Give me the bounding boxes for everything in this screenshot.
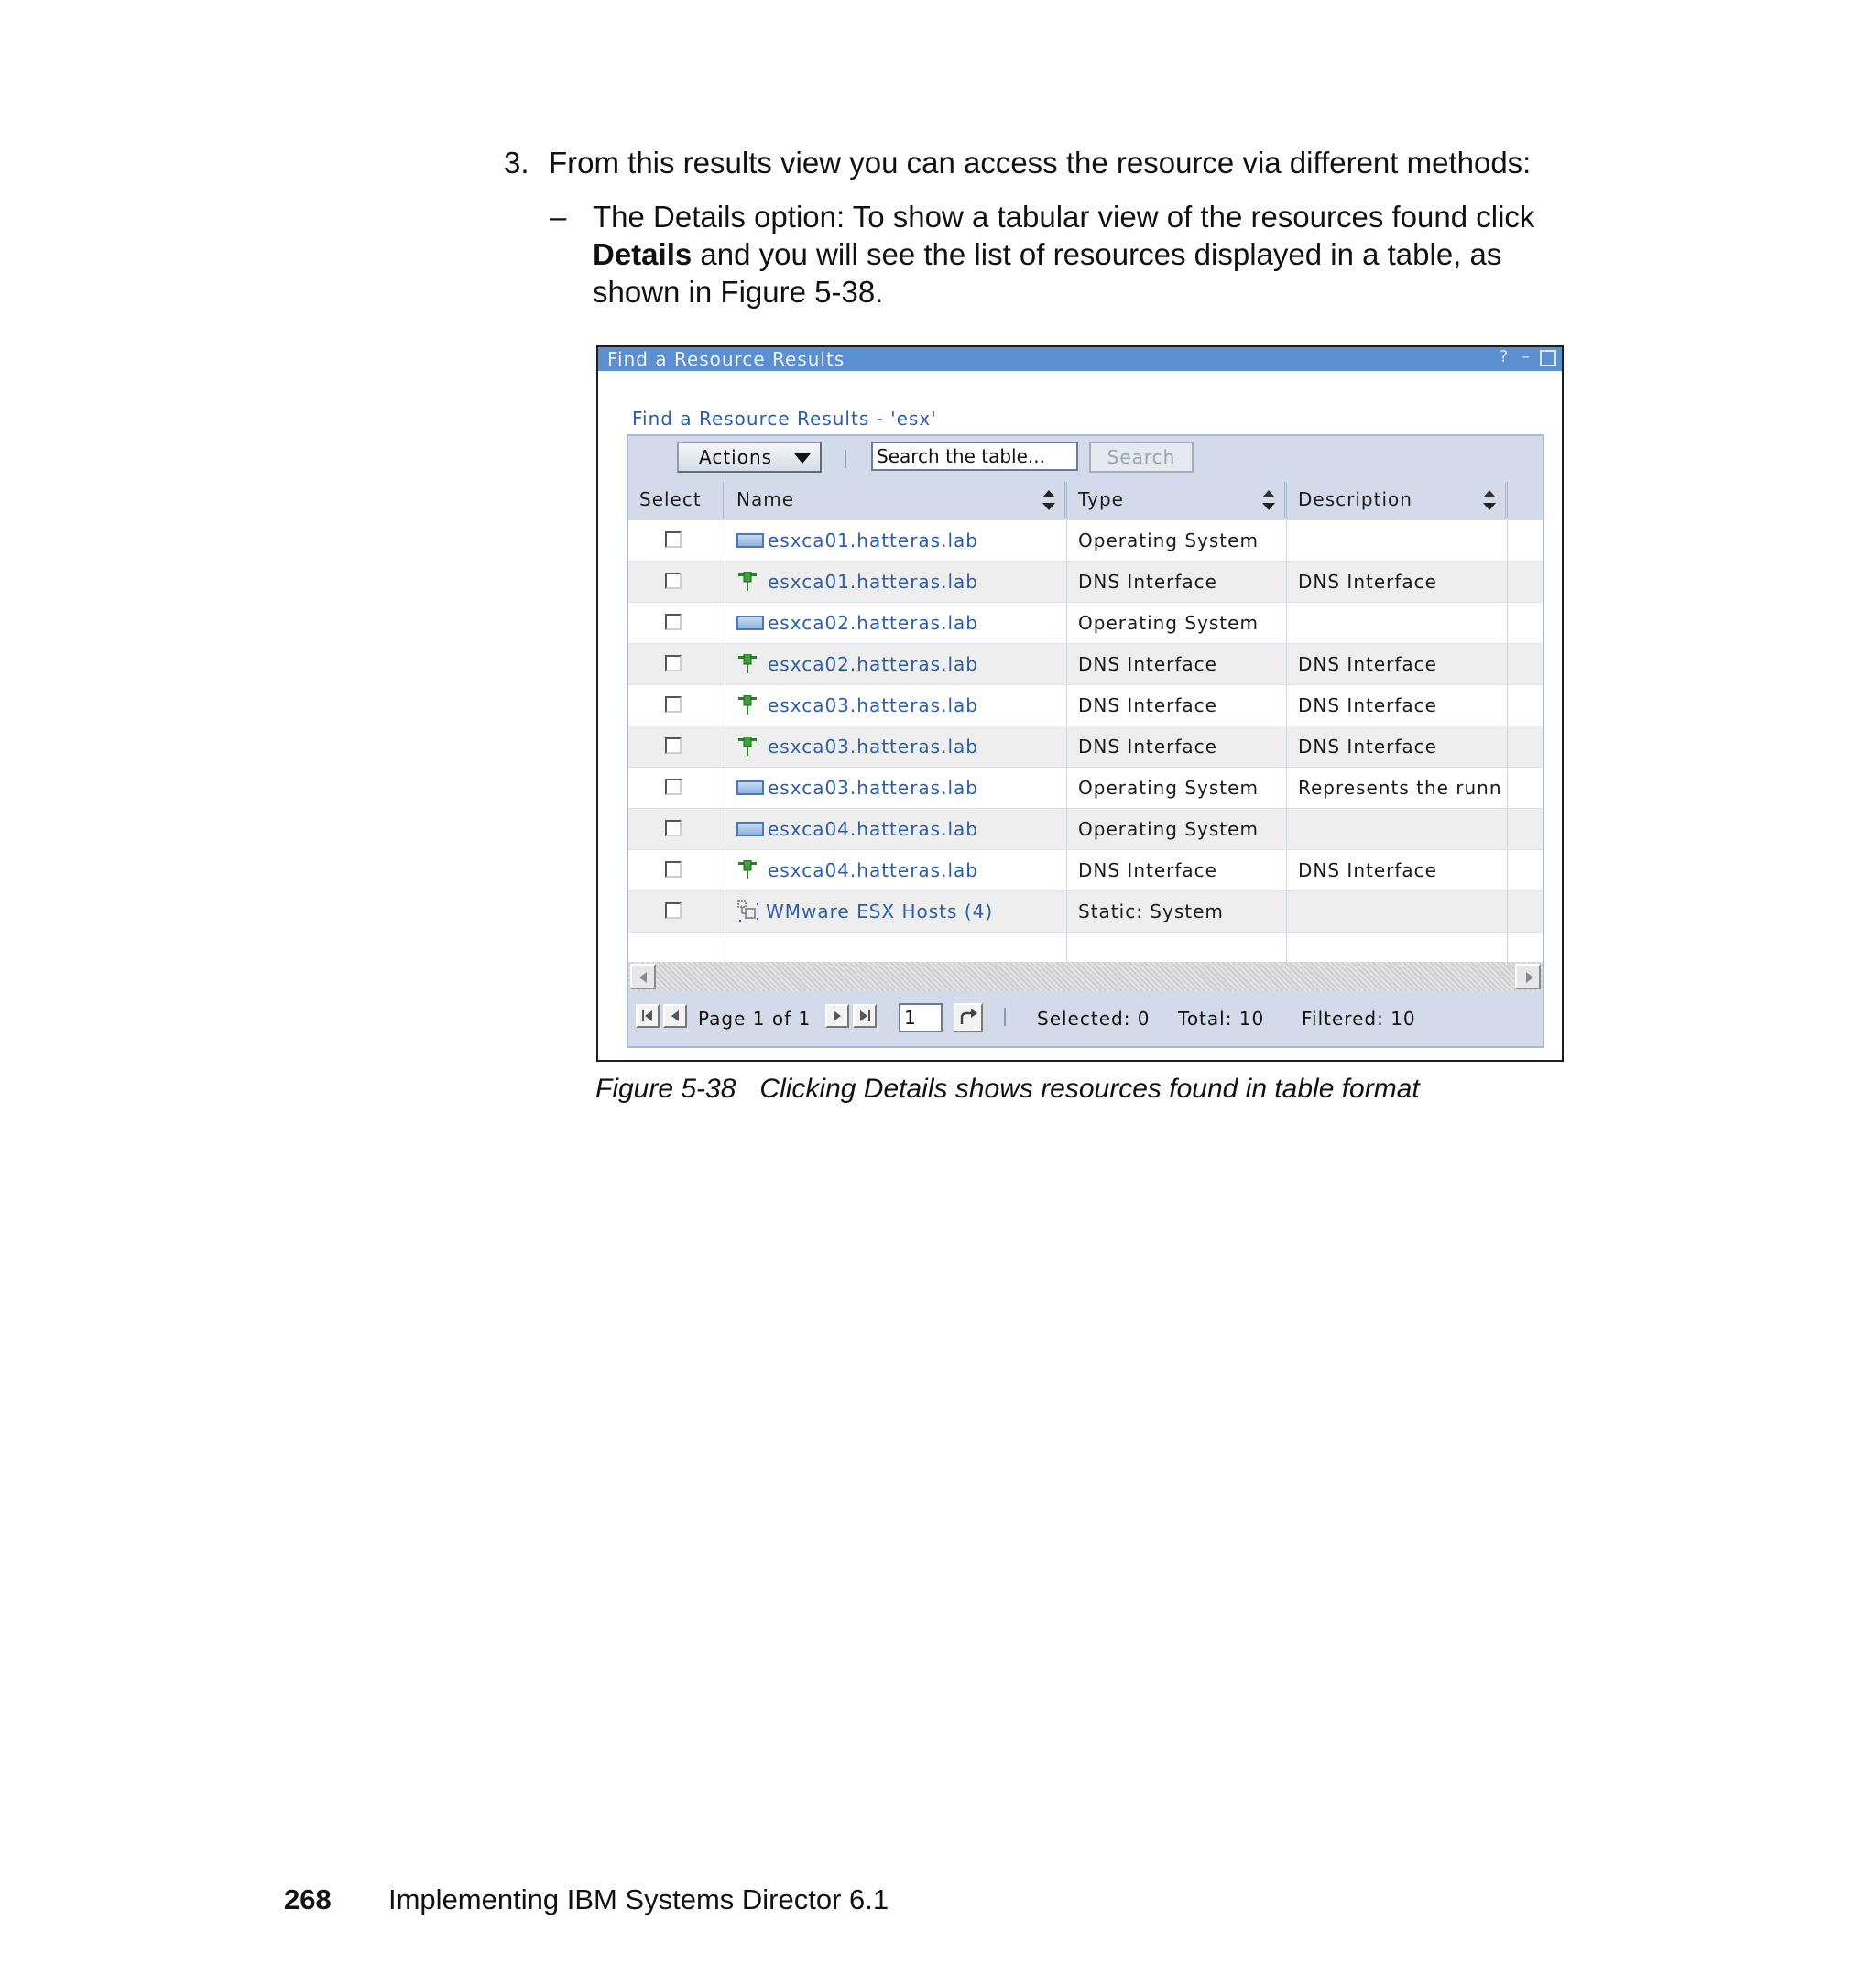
sort-icon[interactable] xyxy=(1262,490,1275,510)
figure-caption xyxy=(595,1074,1420,1105)
select-cell xyxy=(628,603,725,643)
portlet-title-bar xyxy=(598,347,1562,371)
dns-interface-icon xyxy=(736,726,768,767)
go-to-page-button[interactable] xyxy=(954,1003,983,1032)
row-checkbox[interactable] xyxy=(665,902,682,919)
row-checkbox[interactable] xyxy=(665,573,682,589)
toolbar-separator xyxy=(845,450,846,468)
portlet-controls xyxy=(1496,349,1556,366)
resource-link[interactable]: esxca01.hatteras.lab xyxy=(768,571,978,593)
page-number-input[interactable]: 1 xyxy=(899,1003,943,1032)
name-cell xyxy=(725,562,1067,602)
table-row[interactable] xyxy=(628,520,1543,562)
table-row[interactable] xyxy=(628,685,1543,726)
figure-caption-text: Clicking Details shows resources found in table format xyxy=(759,1074,1420,1104)
name-cell xyxy=(725,809,1067,849)
horizontal-scrollbar[interactable] xyxy=(628,962,1543,991)
pager-separator xyxy=(1004,1008,1006,1026)
go-arrow-icon xyxy=(955,1005,981,1031)
name-cell xyxy=(725,520,1067,561)
actions-label: Actions xyxy=(699,446,773,468)
select-cell xyxy=(628,562,725,602)
os-icon xyxy=(736,520,768,561)
type-cell: Operating System xyxy=(1067,809,1287,849)
os-icon xyxy=(736,603,768,643)
name-cell xyxy=(725,891,1067,932)
page-number: 268 xyxy=(284,1883,332,1915)
row-checkbox[interactable] xyxy=(665,614,682,630)
page-indicator: Page 1 of 1 xyxy=(698,1008,812,1030)
resource-link[interactable]: esxca01.hatteras.lab xyxy=(768,529,978,551)
table-row[interactable] xyxy=(628,768,1543,809)
portlet-title: Find a Resource Results xyxy=(607,348,845,370)
dns-interface-icon xyxy=(736,850,768,890)
resource-link[interactable]: esxca02.hatteras.lab xyxy=(768,653,978,675)
select-cell xyxy=(628,891,725,932)
column-header-name[interactable] xyxy=(725,482,1067,518)
row-checkbox[interactable] xyxy=(665,820,682,836)
name-cell xyxy=(725,726,1067,767)
help-icon[interactable]: ? xyxy=(1499,347,1510,366)
resource-link[interactable]: esxca03.hatteras.lab xyxy=(768,736,978,758)
first-page-icon xyxy=(639,1008,656,1024)
type-cell: Operating System xyxy=(1067,768,1287,808)
bullet-body xyxy=(593,198,1573,311)
arrow-left-icon xyxy=(639,972,647,983)
actions-menu-button[interactable] xyxy=(677,442,822,473)
bullet-dash: – xyxy=(550,200,567,234)
table-row[interactable] xyxy=(628,562,1543,603)
sort-icon[interactable] xyxy=(1483,490,1496,510)
select-cell xyxy=(628,726,725,767)
table-row[interactable] xyxy=(628,603,1543,644)
row-checkbox[interactable] xyxy=(665,737,682,754)
description-cell: DNS Interface xyxy=(1287,850,1508,890)
select-cell xyxy=(628,768,725,808)
results-table xyxy=(627,434,1544,1048)
bullet-bold-details: Details xyxy=(593,237,693,271)
column-header-description[interactable] xyxy=(1287,482,1508,518)
table-row[interactable] xyxy=(628,644,1543,685)
table-body xyxy=(628,520,1543,962)
description-cell xyxy=(1287,809,1508,849)
dns-interface-icon xyxy=(736,562,768,602)
previous-page-icon xyxy=(667,1008,683,1024)
step-number: 3. xyxy=(504,146,529,180)
dns-interface-icon xyxy=(736,644,768,684)
static-group-icon xyxy=(736,891,766,932)
table-row[interactable] xyxy=(628,850,1543,891)
select-cell xyxy=(628,685,725,726)
type-cell: DNS Interface xyxy=(1067,562,1287,602)
type-cell: DNS Interface xyxy=(1067,850,1287,890)
os-icon xyxy=(736,809,768,849)
results-heading: Find a Resource Results - 'esx' xyxy=(632,408,937,430)
column-header-type[interactable] xyxy=(1067,482,1287,518)
name-cell xyxy=(725,768,1067,808)
column-label: Select xyxy=(639,488,702,510)
row-checkbox[interactable] xyxy=(665,696,682,713)
table-pager xyxy=(628,991,1543,1046)
row-checkbox[interactable] xyxy=(665,655,682,671)
scroll-right-button[interactable] xyxy=(1515,964,1541,989)
resource-link[interactable]: esxca04.hatteras.lab xyxy=(768,818,978,840)
column-label: Name xyxy=(736,488,795,510)
description-cell: DNS Interface xyxy=(1287,685,1508,726)
step-text: From this results view you can access the resource via different methods: xyxy=(549,146,1532,180)
table-row[interactable] xyxy=(628,726,1543,768)
name-cell xyxy=(725,850,1067,890)
last-page-icon xyxy=(856,1008,873,1024)
type-cell: Operating System xyxy=(1067,603,1287,643)
maximize-icon[interactable] xyxy=(1540,350,1556,366)
description-cell xyxy=(1287,520,1508,561)
bullet-text-pre: The Details option: To show a tabular view of the resources found click xyxy=(593,200,1535,234)
resource-link[interactable]: esxca02.hatteras.lab xyxy=(768,612,978,634)
first-page-button[interactable] xyxy=(636,1004,660,1028)
description-cell xyxy=(1287,891,1508,932)
description-cell xyxy=(1287,603,1508,643)
table-search-input[interactable] xyxy=(871,442,1078,471)
search-button[interactable]: Search xyxy=(1089,442,1194,473)
name-cell xyxy=(725,644,1067,684)
select-cell xyxy=(628,809,725,849)
sort-icon[interactable] xyxy=(1042,490,1055,510)
description-cell: DNS Interface xyxy=(1287,726,1508,767)
type-cell: Static: System xyxy=(1067,891,1287,932)
arrow-right-icon xyxy=(1526,972,1533,983)
book-title: Implementing IBM Systems Director 6.1 xyxy=(388,1883,889,1915)
previous-page-button[interactable] xyxy=(663,1004,687,1028)
row-checkbox[interactable] xyxy=(665,779,682,795)
dns-interface-icon xyxy=(736,685,768,726)
select-cell xyxy=(628,520,725,561)
row-checkbox[interactable] xyxy=(665,861,682,878)
type-cell: DNS Interface xyxy=(1067,685,1287,726)
type-cell: Operating System xyxy=(1067,520,1287,561)
next-page-icon xyxy=(829,1008,845,1024)
table-toolbar xyxy=(628,436,1543,482)
name-cell xyxy=(725,685,1067,726)
next-page-button[interactable] xyxy=(825,1004,849,1028)
column-label: Type xyxy=(1078,488,1124,510)
resource-link[interactable]: esxca03.hatteras.lab xyxy=(768,777,978,799)
filtered-count: Filtered: 10 xyxy=(1302,1008,1416,1030)
resource-link[interactable]: esxca04.hatteras.lab xyxy=(768,859,978,881)
select-cell xyxy=(628,644,725,684)
resource-link[interactable]: WMware ESX Hosts (4) xyxy=(766,900,994,922)
figure-label: Figure 5-38 xyxy=(595,1074,736,1104)
resource-link[interactable]: esxca03.hatteras.lab xyxy=(768,694,978,716)
select-cell xyxy=(628,850,725,890)
description-cell: DNS Interface xyxy=(1287,562,1508,602)
column-header-select[interactable] xyxy=(628,482,725,518)
chevron-down-icon xyxy=(794,453,811,464)
name-cell xyxy=(725,603,1067,643)
type-cell: DNS Interface xyxy=(1067,644,1287,684)
type-cell: DNS Interface xyxy=(1067,726,1287,767)
last-page-button[interactable] xyxy=(853,1004,877,1028)
os-icon xyxy=(736,768,768,808)
table-row[interactable] xyxy=(628,809,1543,850)
page-footer xyxy=(284,1883,889,1916)
scroll-left-button[interactable] xyxy=(630,964,656,989)
table-header xyxy=(628,482,1543,520)
selected-count: Selected: 0 xyxy=(1037,1008,1151,1030)
find-resource-portlet xyxy=(596,345,1564,1062)
column-label: Description xyxy=(1298,488,1412,510)
table-row[interactable] xyxy=(628,891,1543,933)
total-count: Total: 10 xyxy=(1178,1008,1265,1030)
row-checkbox[interactable] xyxy=(665,531,682,548)
description-cell: DNS Interface xyxy=(1287,644,1508,684)
description-cell: Represents the runn xyxy=(1287,768,1508,808)
minimize-icon[interactable]: – xyxy=(1522,347,1531,366)
bullet-text-post: and you will see the list of resources displayed in a table, as shown in Figure 5-38. xyxy=(593,237,1502,309)
